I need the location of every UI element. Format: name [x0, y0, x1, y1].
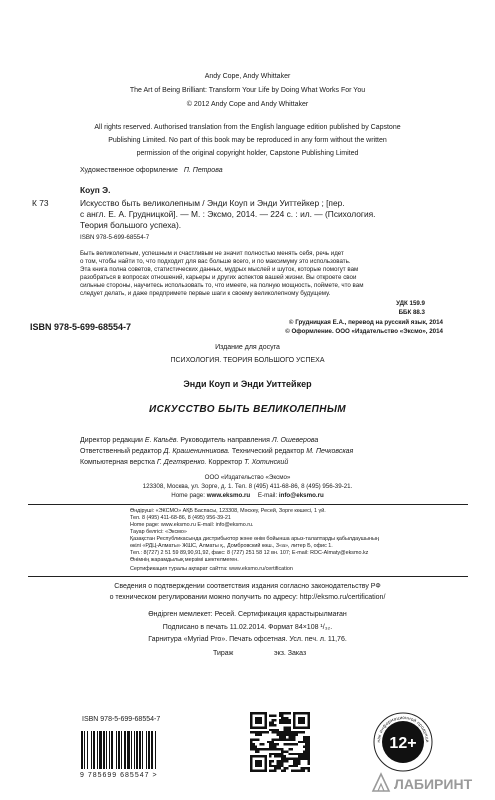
staff-name-proof: Т. Хотинский — [244, 459, 289, 466]
isbn-big: ISBN 978-5-699-68554-7 — [30, 322, 132, 332]
kz-line-8: Өнімнің жарамдылық мерзімі шектелмеген. — [130, 557, 239, 563]
cert-line-2: о техническом регулировании можно получить по адресу: http://eksmo.ru/certification/ — [109, 594, 386, 601]
staff-role-proof: Корректор — [208, 459, 243, 466]
cert-line-1: Сведения о подтверждении соответствия издания согласно законодательству РФ — [114, 583, 381, 590]
catalog-isbn-small: ISBN 978-5-699-68554-7 — [80, 234, 150, 241]
staff-line-2 — [80, 447, 353, 457]
kz-line-3: Home page: www.eksmo.ru E-mail: info@eksmo.ru. — [130, 522, 254, 528]
annotation-1: Быть великолепным, успешным и счастливым не значит полностью менять себя, речь идет — [80, 250, 344, 257]
annotation-5: сильные стороны, научитесь использовать то, что имеете, на полную мощность, поймете, что вам — [80, 282, 364, 289]
catalog-author: Коуп Э. — [80, 185, 111, 195]
staff-name-director: Е. Капьёв. — [144, 437, 179, 444]
staff-role-editor: Ответственный редактор — [80, 448, 162, 455]
age-value: 12+ — [389, 735, 417, 752]
annotation-6: следует делать, и даже предпримете первые шаги к своему великолепному будущему. — [80, 290, 331, 297]
print-tirage: Тираж — [213, 650, 234, 657]
bbk: ББК 88.3 — [398, 309, 425, 316]
staff-role-layout: Компьютерная верстка — [80, 459, 155, 466]
home-url: www.eksmo.ru — [206, 492, 251, 499]
edition-authors: Энди Коуп и Энди Уиттейкер — [183, 379, 312, 389]
artist-line — [80, 166, 223, 176]
kz-line-9: Сертификация туралы ақпарат сайтта: www.eksmo.ru/certification — [130, 566, 293, 572]
edition-title: ИСКУССТВО БЫТЬ ВЕЛИКОЛЕПНЫМ — [149, 404, 346, 415]
staff-line-3 — [80, 458, 288, 468]
qr-code-icon — [250, 712, 310, 772]
annotation-3: Эта книга полна советов, статистических данных, мудрых мыслей и шуток, которые помогут вам — [80, 266, 359, 273]
catalog-desc-2: с англ. Е. А. Грудницкой]. — М. : Эксмо, 2014. — 224 с. : ил. — (Психология. — [80, 209, 376, 219]
kz-line-4: Тауар белгісі: «Эксмо» — [130, 529, 187, 535]
print-order: экз. Заказ — [274, 650, 307, 657]
email: info@eksmo.ru — [278, 492, 324, 499]
authors-en: Andy Cope, Andy Whittaker — [204, 73, 291, 80]
age-ring-text: нак информационной продукци — [376, 715, 430, 743]
print-font: Гарнитура «Myriad Pro». Печать офсетная. Усл. печ. л. 11,76. — [148, 636, 347, 643]
kz-line-6: өкілі «РДЦ-Алматы» ЖШС, Алматы қ., Домбровский көш., 3«а», литер Б, офис 1. — [130, 543, 333, 549]
staff-line-1 — [80, 436, 318, 446]
divider-bottom — [28, 576, 468, 577]
copyright-translation: © Грудницкая Е.А., перевод на русский язык, 2014 — [288, 319, 443, 326]
kz-line-5: Қазақстан Республикасында дистрибьютор және өнім бойынша арыз-талаптарды қабылдаушының — [130, 536, 379, 542]
rights-line-3: permission of the original copyright holder, Capstone Publishing Limited — [136, 150, 359, 157]
kz-line-7: Тел.: 8(727) 2 51 59 89,90,91,92, факс: 8 (727) 251 58 12 вн. 107; E-mail: RDC-Almaty@eksmo.kz — [130, 550, 369, 556]
labirint-watermark-icon — [370, 770, 492, 796]
rights-line-2: Publishing Limited. No part of this book may be reproduced in any form without the written — [108, 137, 387, 144]
edition-series: ПСИХОЛОГИЯ. ТЕОРИЯ БОЛЬШОГО УСПЕХА — [170, 357, 325, 364]
catalog-desc-3: Теория большого успеха). — [80, 220, 182, 230]
annotation-4: разобраться в вопросах отношений, карьеры и других аспектов вашей жизни. Вы откроете свои — [80, 274, 357, 281]
kz-line-2: Тел. 8 (495) 411-68-86, 8 (495) 956-39-21 — [130, 515, 231, 521]
artist-name: П. Петрова — [183, 167, 223, 174]
divider-top — [28, 504, 468, 505]
catalog-desc-1: Искусство быть великолепным / Энди Коуп и Энди Уиттейкер ; [пер. — [80, 198, 345, 208]
udk: УДК 159.9 — [396, 300, 425, 307]
staff-name-tech: М. Печковская — [306, 448, 354, 455]
print-signed: Подписано в печать 11.02.2014. Формат 84×108 ¹/₃₂. — [162, 624, 333, 631]
publisher-address: 123308, Москва, ул. Зорге, д. 1. Тел. 8 (495) 411-68-86, 8 (495) 956-39-21. — [142, 483, 353, 490]
staff-role-head: Руководитель направления — [180, 437, 270, 444]
staff-name-layout: Г. Дегтяренко. — [156, 459, 207, 466]
kz-line-1: Өндіруші: «ЭКСМО» АҚБ Баспасы, 123308, Мәскеу, Ресей, Зорге көшесі, 1 үй. — [130, 508, 326, 514]
barcode-digits: 9 785699 685547 > — [80, 772, 158, 779]
barcode-isbn: ISBN 978-5-699-68554-7 — [82, 716, 161, 723]
publisher-web — [0, 492, 495, 500]
staff-role-tech: Технический редактор — [231, 448, 305, 455]
watermark-text: ЛАБИРИНТ — [394, 776, 473, 792]
publisher-name: ООО «Издательство «Эксмо» — [204, 474, 291, 481]
catalog-code: К 73 — [32, 198, 49, 208]
barcode-icon — [80, 731, 190, 769]
home-label: Home page: — [171, 492, 205, 499]
artist-label: Художественное оформление — [80, 167, 178, 174]
copyright-design: © Оформление. ООО «Издательство «Эксмо», 2014 — [285, 328, 443, 335]
email-label: E-mail: — [257, 492, 278, 499]
age-rating-icon — [372, 712, 434, 772]
print-origin: Өндірген мемлекет: Ресей. Сертификация қарастырылмаған — [148, 611, 347, 618]
annotation-2: о том, чтобы найти то, что подходит для вас больше всего, и по максимуму это использовать. — [80, 258, 351, 265]
staff-name-head: Л. Ошеверова — [271, 437, 319, 444]
staff-name-editor: Д. Крашенинникова. — [163, 448, 230, 455]
copyright-en: © 2012 Andy Cope and Andy Whittaker — [186, 101, 309, 108]
rights-line-1: All rights reserved. Authorised translation from the English language edition published by Capstone — [94, 124, 401, 131]
title-en: The Art of Being Brilliant: Transform Your Life by Doing What Works For You — [129, 87, 366, 94]
staff-role-director: Директор редакции — [80, 437, 143, 444]
edition-type: Издание для досуга — [215, 344, 280, 351]
